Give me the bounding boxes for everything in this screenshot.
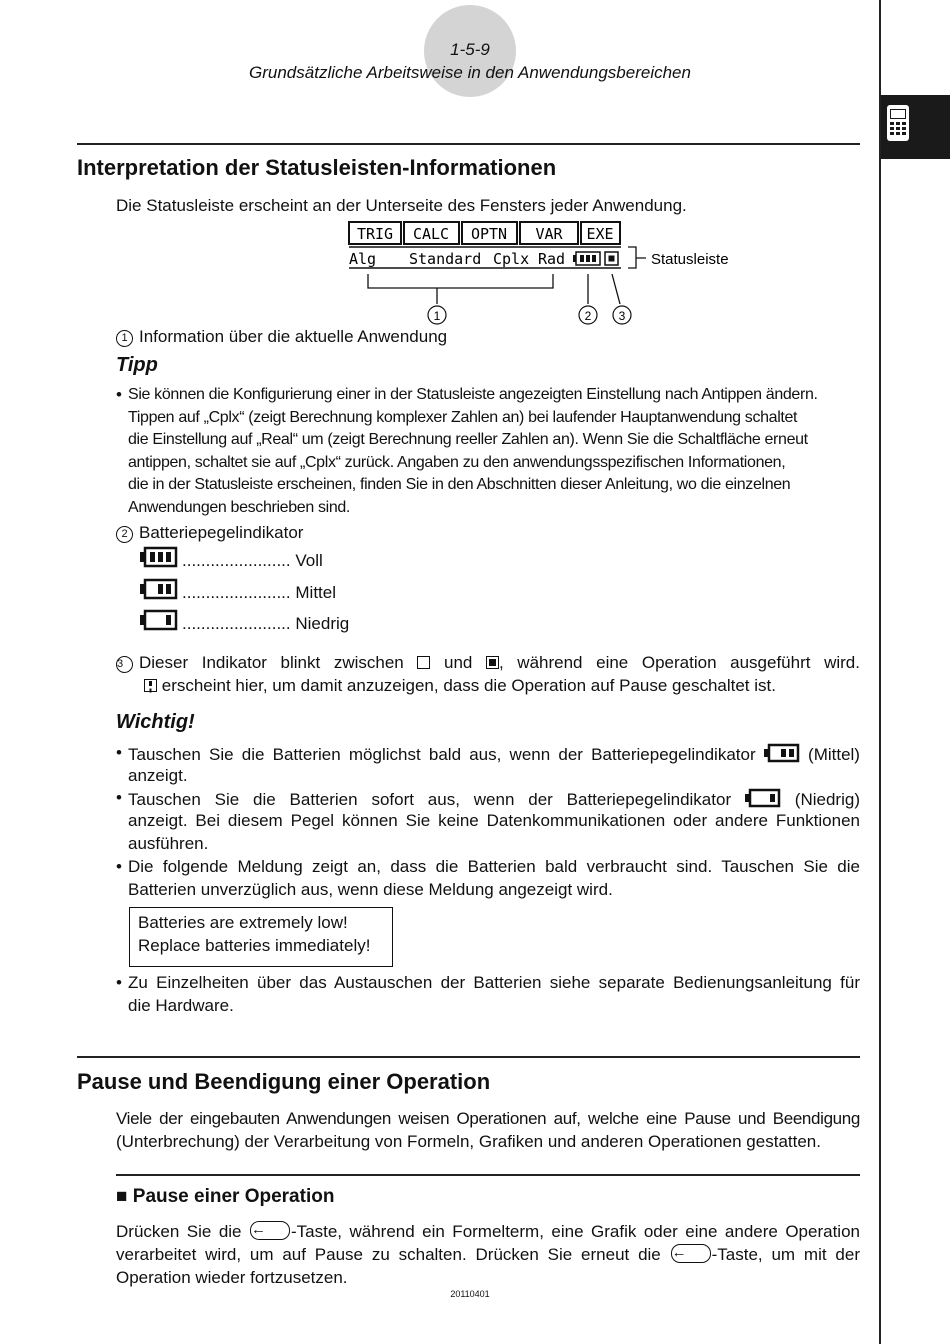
wichtig-bullet-4-cont: die Hardware. [128,996,234,1015]
bullet-marker: • [116,743,122,762]
backspace-key-icon [671,1244,711,1263]
section-intro: Die Statusleiste erscheint an der Unterseite des Fensters jeder Anwendung. [116,196,687,215]
item-3-line2: erscheint hier, um damit anzuzeigen, dass die Operation auf Pause geschaltet ist. [144,675,776,698]
item-2: 2 Batteriepegelindikator [116,522,303,545]
square-bullet-icon: ■ [116,1186,128,1207]
callout-marker-3 [613,306,631,324]
wichtig-bullet-3: Die folgende Meldung zeigt an, dass die Batterien bald verbraucht sind. Tauschen Sie die [128,857,860,876]
wichtig-bullet-2-end: ausführen. [128,834,209,853]
message-line: Replace batteries immediately! [138,935,371,955]
pause-indicator-icon [144,679,157,692]
message-line: Batteries are extremely low! [138,913,348,932]
indicator-filled-icon [486,656,499,669]
key-exe-label: EXE [586,225,614,243]
calculator-icon [881,95,950,159]
battery-medium-icon [140,577,178,601]
battery-low-icon [745,787,781,809]
chapter-tab [881,95,950,159]
section-intro-cont: (Unterbrechung) der Verarbeitung von Formeln, Grafiken und anderen Operationen gestatten. [116,1132,821,1151]
bullet-marker: • [116,385,122,404]
battery-level-full: ....................... Voll [182,551,323,570]
tipp-text: Sie können die Konfigurierung einer in der Statusleiste angezeigten Einstellung nach Antippen ändern. Tippen auf „Cplx“ (zeigt Berechnung komplexer Zahlen an) bei laufender Hauptanwendung schaltet die Einstellung auf „Real“ um (zeigt Berechnung reeller Zahlen an). Wenn Sie die Schaltfläche erneut antippen, schaltet sie auf „Cplx“ zurück. Angaben zu den anwendungsspezifischen Informationen, die in der Statusleiste erscheinen, finden Sie in den Abschnitten dieser Anleitung, wo die einzelnen Anwendungen beschrieben sind. [128,386,818,516]
pause-paragraph-line1: Drücken Sie die ← -Taste, während ein Formelterm, eine Grafik oder eine andere Operation [116,1221,860,1244]
status-app: Alg [349,250,377,268]
svg-text:1: 1 [433,309,441,323]
item-number: 2 [116,526,133,543]
battery-level-medium: ....................... Mittel [182,583,336,602]
page-subtitle: Grundsätzliche Arbeitsweise in den Anwendungsbereichen [249,63,691,82]
footer-code: 20110401 [450,1289,490,1299]
callout-marker-1 [428,306,446,324]
status-mode: Standard [409,250,482,268]
status-cplx: Cplx [493,250,530,268]
bullet-marker: • [116,973,122,992]
wichtig-bullet-4: Zu Einzelheiten über das Austauschen der Batterien siehe separate Bedienungsanleitung für [128,973,860,992]
low-battery-message-box [129,907,393,967]
svg-text:3: 3 [618,309,626,323]
svg-text:2: 2 [584,309,592,323]
battery-full-icon [140,545,178,569]
wichtig-heading: Wichtig! [116,711,195,733]
operation-indicator-icon [605,252,618,265]
key-var-label: VAR [535,225,563,243]
bullet-marker: • [116,788,122,807]
key-calc-label: CALC [412,225,450,243]
status-bar-figure [340,218,760,330]
status-bar-callout: Statusleiste [651,251,729,268]
bullet-marker: • [116,857,122,876]
subsection-rule [116,1174,860,1176]
wichtig-bullet-3-cont: Batterien unverzüglich aus, wenn diese Meldung angezeigt wird. [128,880,613,899]
key-optn-label: OPTN [470,225,508,243]
key-trig-label: TRIG [356,225,394,243]
indicator-empty-icon [417,656,430,669]
item-number: 1 [116,330,133,347]
battery-level-low: ....................... Niedrig [182,614,350,633]
section-intro: Viele der eingebauten Anwendungen weisen Operationen auf, welche eine Pause und Beendigung [116,1109,860,1128]
wichtig-bullet-2-cont: anzeigt. Bei diesem Pegel können Sie keine Datenkommunikationen oder andere Funktionen [128,811,860,830]
status-rad: Rad [538,250,566,268]
margin-line [879,0,881,1344]
section-title: Pause und Beendigung einer Operation [77,1069,491,1094]
battery-medium-icon [764,742,800,764]
subsection-title: ■ Pause einer Operation [116,1186,335,1207]
section-title: Interpretation der Statusleisten-Informationen [77,155,557,180]
item-number: 3 [116,656,133,673]
pause-paragraph-line2: verarbeitet wird, um auf Pause zu schalten. Drücken Sie erneut die ← -Taste, um mit der [116,1244,860,1267]
callout-marker-2 [579,306,597,324]
backspace-key-icon [250,1221,290,1240]
battery-low-icon [140,608,178,632]
section-rule [77,143,860,145]
pause-paragraph-line3: Operation wieder fortzusetzen. [116,1268,348,1287]
section-rule [77,1056,860,1058]
wichtig-bullet-1-cont: anzeigt. [128,766,188,785]
item-1: 1 Information über die aktuelle Anwendung [116,326,447,349]
tipp-heading: Tipp [116,354,158,376]
wichtig-bullet-1: Tauschen Sie die Batterien möglichst bald aus, wenn der Batteriepegelindikator (Mittel) [128,742,860,767]
page-number: 1-5-9 [450,40,490,59]
wichtig-bullet-2: Tauschen Sie die Batterien sofort aus, wenn der Batteriepegelindikator (Niedrig) [128,787,860,812]
item-3-line1: 3 Dieser Indikator blinkt zwischen und , während eine Operation ausgeführt wird. [117,653,860,672]
battery-full-icon [573,252,600,265]
